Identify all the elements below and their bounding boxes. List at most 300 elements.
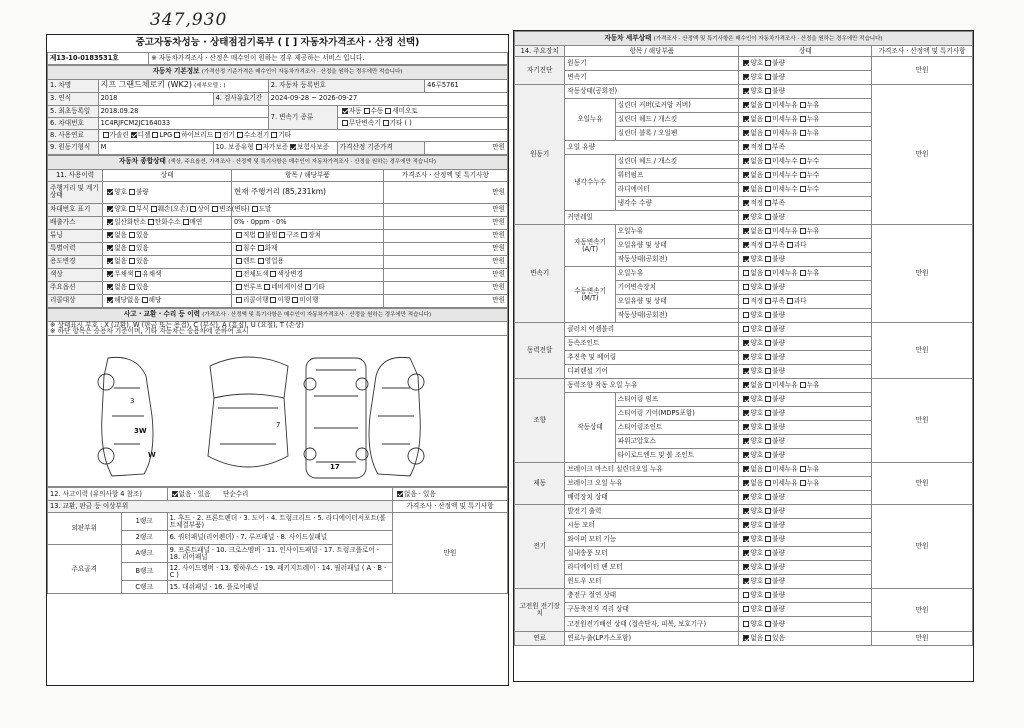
- overall-row-state: 양호 부식 훼손(오손) 상이 변조(변타) 도말: [103, 203, 232, 216]
- overall-row-price: 만원: [383, 268, 507, 281]
- checkbox-icon: [765, 186, 771, 192]
- detail-item: 기어변속장치: [615, 281, 739, 295]
- checkbox-icon: [129, 189, 135, 195]
- checkbox-icon: [765, 172, 771, 178]
- detail-subgroup-label: 냉각수누수: [565, 155, 615, 211]
- checkbox-checked-icon: [342, 108, 348, 114]
- checkbox-checked-icon: [131, 132, 137, 138]
- detail-price: 만원: [872, 589, 973, 632]
- checkbox-icon: [765, 621, 771, 627]
- overall-row-price: 만원: [383, 216, 507, 229]
- detail-item: 변속기: [565, 71, 739, 85]
- checkbox-checked-icon: [743, 564, 749, 570]
- checkbox-icon: [765, 564, 771, 570]
- checkbox-checked-icon: [743, 480, 749, 486]
- detail-state: 양호 불량: [739, 323, 872, 337]
- overall-row-price: 만원: [383, 181, 507, 203]
- checkbox-icon: [174, 132, 180, 138]
- checkbox-icon: [765, 494, 771, 500]
- checkbox-checked-icon: [743, 466, 749, 472]
- checkbox-icon: [787, 242, 793, 248]
- overall-row: [48, 216, 508, 229]
- valid-label: 4. 검사유효기간: [213, 92, 268, 105]
- checkbox-icon: [212, 206, 218, 212]
- overall-row-label: 배출가스: [48, 216, 103, 229]
- accident-legend: ※ 상태표시 부호 : X (교환), W (판금 또는 용접), C (부식), A (흠집), U (요철), T (손상) ※ 하단 항목은 승용차 기준이며, 기타 자동차는 승용차에 준하여 표시: [48, 321, 508, 336]
- overall-row-state: 없음 있음: [103, 229, 232, 242]
- checkbox-icon: [151, 206, 157, 212]
- overall-row-detail: 침수 화재: [231, 242, 383, 255]
- diagram-mark-3: 3: [130, 397, 135, 406]
- checkbox-checked-icon: [743, 186, 749, 192]
- detail-state: 없음 미세누유 누유: [739, 113, 872, 127]
- checkbox-checked-icon: [743, 424, 749, 430]
- checkbox-icon: [765, 550, 771, 556]
- detail-group-label: 동력전달: [515, 323, 565, 379]
- overall-row-detail: 렌트 영업용: [231, 255, 383, 268]
- detail-item: 윈도우 모터: [565, 575, 739, 589]
- checkbox-icon: [800, 186, 806, 192]
- detail-item: 스티어링조인트: [615, 421, 739, 435]
- overall-row: [48, 181, 508, 203]
- detail-group-label: 전기: [515, 505, 565, 589]
- detail-state: 양호 불량: [739, 519, 872, 533]
- checkbox-checked-icon: [743, 60, 749, 66]
- car-outline-diagram: [48, 336, 508, 486]
- checkbox-icon: [743, 312, 749, 318]
- checkbox-icon: [765, 635, 771, 641]
- overall-col-state: 상태: [103, 169, 232, 181]
- detail-state: 양호 불량: [739, 491, 872, 505]
- detail-col-state: 상태: [739, 46, 872, 57]
- checkbox-icon: [765, 508, 771, 514]
- overall-row-detail: 썬루프 네비게이션 기타: [231, 281, 383, 294]
- checkbox-checked-icon: [743, 550, 749, 556]
- detail-subgroup-label: 오일누유: [565, 99, 615, 141]
- checkbox-icon: [765, 312, 771, 318]
- checkbox-icon: [765, 410, 771, 416]
- checkbox-checked-icon: [743, 242, 749, 248]
- detail-state: 양호 불량: [739, 71, 872, 85]
- checkbox-checked-icon: [107, 271, 113, 277]
- doc-title: 중고자동차성능 · 상태점검기록부 ( [ ] 자동차가격조사 · 산정 선택): [48, 35, 508, 52]
- vin-value: 1C4RJFCM2JC164033: [98, 117, 268, 129]
- detail-item: 라디에이터: [615, 183, 739, 197]
- reg-no-label: 2. 자동차 등록번호: [268, 79, 424, 92]
- checkbox-icon: [765, 522, 771, 528]
- checkbox-checked-icon: [743, 102, 749, 108]
- overall-col-price: 가격조사 · 산정액 및 특기사항: [383, 169, 507, 181]
- overall-row-state: 양호 불량: [103, 181, 232, 203]
- detail-item: 오일유량 및 상태: [615, 239, 739, 253]
- checkbox-icon: [129, 258, 135, 264]
- first-reg-value: 2018.09.28: [98, 105, 268, 117]
- detail-price: 만원: [872, 632, 973, 646]
- checkbox-checked-icon: [107, 258, 113, 264]
- right-panel: [513, 30, 974, 682]
- detail-state: 양호 불량: [739, 57, 872, 71]
- checkbox-icon: [765, 466, 771, 472]
- detail-item: 디퍼렌셜 기어: [565, 365, 739, 379]
- checkbox-icon: [765, 354, 771, 360]
- checkbox-checked-icon: [743, 158, 749, 164]
- checkbox-checked-icon: [290, 144, 296, 150]
- overall-row: [48, 294, 508, 307]
- checkbox-icon: [743, 298, 749, 304]
- checkbox-checked-icon: [743, 74, 749, 80]
- checkbox-icon: [765, 382, 771, 388]
- checkbox-icon: [342, 120, 348, 126]
- checkbox-checked-icon: [172, 491, 178, 497]
- checkbox-checked-icon: [107, 206, 113, 212]
- checkbox-icon: [103, 132, 109, 138]
- checkbox-icon: [301, 232, 307, 238]
- checkbox-icon: [765, 88, 771, 94]
- checkbox-icon: [800, 228, 806, 234]
- detail-state: 양호 불량: [739, 309, 872, 323]
- checkbox-icon: [236, 232, 242, 238]
- detail-subgroup-label: 수동변속기 (M/T): [565, 267, 615, 323]
- overall-row-state: 없음 있음: [103, 281, 232, 294]
- checkbox-icon: [765, 144, 771, 150]
- checkbox-checked-icon: [743, 200, 749, 206]
- detail-state: 없음 미세누유 누유: [739, 99, 872, 113]
- detail-row: [515, 463, 973, 477]
- accident-options: 없음 · 있음 단순수리: [167, 488, 392, 501]
- checkbox-checked-icon: [743, 396, 749, 402]
- overall-row-state: 해당없음 해당: [103, 294, 232, 307]
- checkbox-icon: [765, 578, 771, 584]
- overall-row-price: 만원: [383, 242, 507, 255]
- checkbox-icon: [129, 245, 135, 251]
- checkbox-icon: [800, 158, 806, 164]
- replace-price-unit: 만원: [392, 513, 507, 594]
- detail-item: 동력조향 작동 오일 누유: [565, 379, 739, 393]
- detail-row: [515, 323, 973, 337]
- basic-section-title: 자동차 기본정보 (가격산정 기준가격은 매수인이 자동차가격조사 · 산정을 원하는 경우에만 적습니다): [48, 65, 508, 79]
- detail-item: 작동상태(공회전): [615, 309, 739, 323]
- checkbox-icon: [129, 284, 135, 290]
- checkbox-icon: [236, 245, 242, 251]
- header-table: [47, 35, 508, 65]
- checkbox-icon: [765, 228, 771, 234]
- checkbox-icon: [305, 284, 311, 290]
- detail-price: 만원: [872, 379, 973, 463]
- detail-item: 작동상태(공회전): [615, 253, 739, 267]
- replace-price-col: 가격조사 · 산정액 및 특기사항: [392, 501, 507, 513]
- detail-state: 양호 불량: [739, 561, 872, 575]
- detail-state: 없음 미세누유 누유: [739, 379, 872, 393]
- detail-state: 없음 미세누수 누수: [739, 169, 872, 183]
- checkbox-icon: [743, 326, 749, 332]
- left-panel: [46, 34, 509, 686]
- detail-col-item: 항목 / 해당부품: [565, 46, 739, 57]
- checkbox-icon: [258, 258, 264, 264]
- detail-row: [515, 632, 973, 646]
- diagram-mark-17: 17: [330, 463, 340, 472]
- warranty-options: 10. 보증유형 자가보증 보험사보증: [213, 141, 337, 154]
- checkbox-icon: [800, 480, 806, 486]
- rankC-label: C랭크: [121, 581, 167, 594]
- diagram-mark-w: W: [148, 451, 156, 460]
- detail-state: 없음 미세누유 누유: [739, 267, 872, 281]
- detail-item: 워터펌프: [615, 169, 739, 183]
- diagram-mark-3w: 3W: [134, 427, 147, 436]
- checkbox-icon: [800, 116, 806, 122]
- fuel-label: 8. 사용연료: [48, 129, 99, 141]
- checkbox-icon: [279, 232, 285, 238]
- detail-table: [514, 31, 973, 646]
- detail-item: 오일 유량: [565, 141, 739, 155]
- detail-item: 추진축 및 베어링: [565, 351, 739, 365]
- main-frame-label: 주요골격: [48, 545, 122, 594]
- detail-item: 오일누유: [615, 267, 739, 281]
- detail-state: 양호 불량: [739, 575, 872, 589]
- rankA-items: 9. 프론트패널 · 10. 크로스멤버 · 11. 인사이드패널 · 17. 트렁크플로어 · 18. 리어패널: [167, 545, 392, 563]
- valid-value: 2024-09-28 ~ 2026-09-27: [268, 92, 507, 105]
- detail-group-label: 제동: [515, 463, 565, 505]
- checkbox-icon: [135, 271, 141, 277]
- detail-item: 오일누유: [615, 225, 739, 239]
- detail-item: 오일유량 및 상태: [615, 295, 739, 309]
- checkbox-checked-icon: [107, 245, 113, 251]
- detail-state: 양호 불량: [739, 393, 872, 407]
- checkbox-checked-icon: [743, 88, 749, 94]
- rank1-items: 1. 후드 · 2. 프론트펜더 · 3. 도어 · 4. 트렁크리드 · 5. 라디에이터서포트(볼트체결부품): [167, 513, 392, 531]
- detail-item: 브레이크 마스터 실린더오일 누유: [565, 463, 739, 477]
- checkbox-icon: [142, 297, 148, 303]
- overall-row-label: 튜닝: [48, 229, 103, 242]
- detail-state: 없음 미세누유 누유: [739, 225, 872, 239]
- car-diagram-cell: [48, 336, 508, 487]
- checkbox-icon: [765, 368, 771, 374]
- checkbox-icon: [264, 284, 270, 290]
- checkbox-icon: [765, 116, 771, 122]
- overall-section-title: 자동차 종합상태 (색상, 주요옵션, 가격조사 · 산정액 및 특기사항은 매수인이 자동차가격조사 · 산정을 원하는 경우에만 적습니다): [48, 155, 508, 169]
- reg-no-value: 46루5761: [425, 79, 508, 92]
- detail-state: 양호 불량: [739, 85, 872, 99]
- checkbox-icon: [364, 108, 370, 114]
- checkbox-icon: [765, 214, 771, 220]
- first-reg-label: 5. 최초등록일: [48, 105, 99, 117]
- checkbox-checked-icon: [743, 522, 749, 528]
- overall-row-state: 없음 있음: [103, 255, 232, 268]
- overall-row-price: 만원: [383, 294, 507, 307]
- detail-state: 적정 부족 과다: [739, 295, 872, 309]
- year-label: 3. 연식: [48, 92, 99, 105]
- detail-group-label: 조향: [515, 379, 565, 463]
- overall-table: [47, 155, 508, 308]
- overall-row-state: 없음 있음: [103, 242, 232, 255]
- checkbox-checked-icon: [743, 228, 749, 234]
- rank1-label: 1랭크: [121, 513, 167, 531]
- checkbox-icon: [258, 232, 264, 238]
- checkbox-checked-icon: [743, 536, 749, 542]
- detail-subgroup-label: 자동변속기 (A/T): [565, 225, 615, 267]
- checkbox-icon: [292, 297, 298, 303]
- checkbox-checked-icon: [743, 256, 749, 262]
- detail-price: 만원: [872, 323, 973, 379]
- overall-row-label: 주행거리 및 계기상태: [48, 181, 103, 203]
- overall-row-label: 리콜대상: [48, 294, 103, 307]
- detail-item: 냉각수 수량: [615, 197, 739, 211]
- overall-row-price: 만원: [383, 255, 507, 268]
- detail-price: 만원: [872, 463, 973, 505]
- checkbox-icon: [765, 270, 771, 276]
- price-label: 가격산정 기준가격: [337, 141, 424, 154]
- checkbox-icon: [256, 144, 262, 150]
- rank2-items: 6. 쿼터패널(리어펜더) · 7. 루프패널 · 8. 사이드실패널: [167, 531, 392, 545]
- detail-item: 원동기: [565, 57, 739, 71]
- checkbox-checked-icon: [743, 368, 749, 374]
- overall-row: [48, 255, 508, 268]
- checkbox-icon: [765, 424, 771, 430]
- checkbox-icon: [765, 284, 771, 290]
- overall-row-detail: 전체도색 색상변경: [231, 268, 383, 281]
- detail-item: 실내송풍 모터: [565, 547, 739, 561]
- checkbox-icon: [765, 298, 771, 304]
- trans-options-1: 자동 수동 세미오토: [337, 105, 507, 117]
- checkbox-icon: [765, 130, 771, 136]
- checkbox-icon: [765, 158, 771, 164]
- checkbox-icon: [236, 297, 242, 303]
- checkbox-checked-icon: [743, 452, 749, 458]
- overall-row-label: 특별이력: [48, 242, 103, 255]
- checkbox-icon: [800, 466, 806, 472]
- checkbox-icon: [215, 132, 221, 138]
- detail-state: 양호 불량: [739, 603, 872, 617]
- trans-options-2: 무단변속기 기타 ( ): [337, 117, 507, 129]
- rankB-label: B랭크: [121, 563, 167, 581]
- checkbox-icon: [129, 206, 135, 212]
- detail-row: [515, 225, 973, 239]
- checkbox-icon: [765, 536, 771, 542]
- overall-row-detail: 리콜이행 이행 미이행: [231, 294, 383, 307]
- checkbox-icon: [152, 132, 158, 138]
- checkbox-icon: [258, 245, 264, 251]
- detail-item: 실린더 커버(로커암 커버): [615, 99, 739, 113]
- checkbox-checked-icon: [107, 284, 113, 290]
- detail-state: 적정 부족: [739, 197, 872, 211]
- checkbox-icon: [743, 284, 749, 290]
- checkbox-checked-icon: [743, 578, 749, 584]
- detail-item: 구동축전지 격리 상태: [565, 603, 739, 617]
- checkbox-icon: [129, 232, 135, 238]
- checkbox-icon: [765, 200, 771, 206]
- rankC-items: 15. 대쉬패널 · 16. 플로어패널: [167, 581, 392, 594]
- checkbox-checked-icon: [107, 219, 113, 225]
- detail-item: 작동상태(공회전): [565, 85, 739, 99]
- checkbox-icon: [800, 270, 806, 276]
- detail-state: 양호 불량: [739, 351, 872, 365]
- detail-state: 양호 불량: [739, 505, 872, 519]
- repair-options: 없음 · 있음: [392, 488, 507, 501]
- overall-row: [48, 281, 508, 294]
- checkbox-icon: [385, 108, 391, 114]
- detail-item: 스티어링 펌프: [615, 393, 739, 407]
- doc-notice: ※ 자동차가격조사 · 산정은 매수인이 원하는 경우 제공하는 서비스 입니다.: [149, 52, 508, 64]
- rankB-items: 12. 사이드멤버 · 13. 휠하우스 · 19. 패키지트레이 · 14. 필러패널 ( A · B · C ): [167, 563, 392, 581]
- detail-state: 없음 미세누유 누유: [739, 463, 872, 477]
- checkbox-icon: [765, 452, 771, 458]
- detail-section-title: 자동차 세부상태 (가격조사 · 산정액 및 특기사항은 매수인이 자동차가격조사 · 산정을 원하는 경우에만 적습니다): [515, 32, 973, 46]
- checkbox-checked-icon: [107, 232, 113, 238]
- checkbox-icon: [383, 120, 389, 126]
- detail-item: 충전구 절연 상태: [565, 589, 739, 603]
- checkbox-icon: [765, 396, 771, 402]
- checkbox-checked-icon: [743, 410, 749, 416]
- checkbox-icon: [765, 242, 771, 248]
- detail-row: [515, 57, 973, 71]
- checkbox-icon: [765, 74, 771, 80]
- checkbox-checked-icon: [107, 297, 113, 303]
- detail-item: 스티어링 기어(MDPS포함): [615, 407, 739, 421]
- engine-label: 9. 원동기형식: [48, 141, 99, 154]
- trans-label: 7. 변속기 종류: [268, 105, 337, 129]
- car-name-value: 지프 그랜드체로키 (WK2) (세부모델 : ): [98, 79, 268, 92]
- detail-item: 배력장치 상태: [565, 491, 739, 505]
- overall-row-label: 주요옵션: [48, 281, 103, 294]
- detail-group-label: 원동기: [515, 85, 565, 225]
- engine-value: M: [98, 141, 213, 154]
- checkbox-icon: [787, 298, 793, 304]
- detail-item: 타이로드엔드 및 볼 조인트: [615, 449, 739, 463]
- accident-history: 12. 사고이력 (유의사항 4 참조): [48, 488, 168, 501]
- overall-row-detail: 현재 주행거리 (85,231km): [231, 181, 383, 203]
- checkbox-checked-icon: [743, 130, 749, 136]
- detail-row: [515, 505, 973, 519]
- checkbox-icon: [270, 297, 276, 303]
- fuel-options: 가솔린 디젤 LPG 하이브리드 전기 수소전기 기타: [98, 129, 507, 141]
- checkbox-icon: [765, 102, 771, 108]
- detail-state: 양호 불량: [739, 281, 872, 295]
- overall-row: [48, 203, 508, 216]
- checkbox-icon: [236, 271, 242, 277]
- detail-item: 연료누출(LP가스포함): [565, 632, 739, 646]
- replace-label: 13. 교환, 판금 등 이상부위: [48, 501, 393, 513]
- detail-group-label: 자기진단: [515, 57, 565, 85]
- detail-state: 양호 불량: [739, 407, 872, 421]
- accident-table: [47, 308, 508, 488]
- detail-group-label: 연료: [515, 632, 565, 646]
- checkbox-checked-icon: [743, 214, 749, 220]
- detail-item: 커먼레일: [565, 211, 739, 225]
- detail-col-main: 14. 주요장치: [515, 46, 565, 57]
- detail-state: 양호 불량: [739, 421, 872, 435]
- detail-price: 만원: [872, 225, 973, 323]
- detail-item: 클러치 어셈블리: [565, 323, 739, 337]
- checkbox-checked-icon: [743, 635, 749, 641]
- checkbox-icon: [148, 219, 154, 225]
- overall-row-price: 만원: [383, 203, 507, 216]
- detail-state: 양호 불량: [739, 253, 872, 267]
- overall-row-state: 일산화탄소 탄화수소 매연: [103, 216, 232, 229]
- overall-row-detail: 적법 불법 구조 장치: [231, 229, 383, 242]
- detail-state: 적정 부족 과다: [739, 239, 872, 253]
- detail-subgroup-label: 작동상태: [565, 393, 615, 463]
- checkbox-icon: [271, 132, 277, 138]
- checkbox-checked-icon: [743, 354, 749, 360]
- checkbox-icon: [765, 326, 771, 332]
- checkbox-checked-icon: [743, 172, 749, 178]
- checkbox-icon: [743, 606, 749, 612]
- checkbox-checked-icon: [397, 491, 403, 497]
- checkbox-icon: [765, 256, 771, 262]
- overall-rows: [48, 181, 508, 307]
- overall-row-label: 색상: [48, 268, 103, 281]
- detail-row: [515, 379, 973, 393]
- detail-state: 적정 부족: [739, 141, 872, 155]
